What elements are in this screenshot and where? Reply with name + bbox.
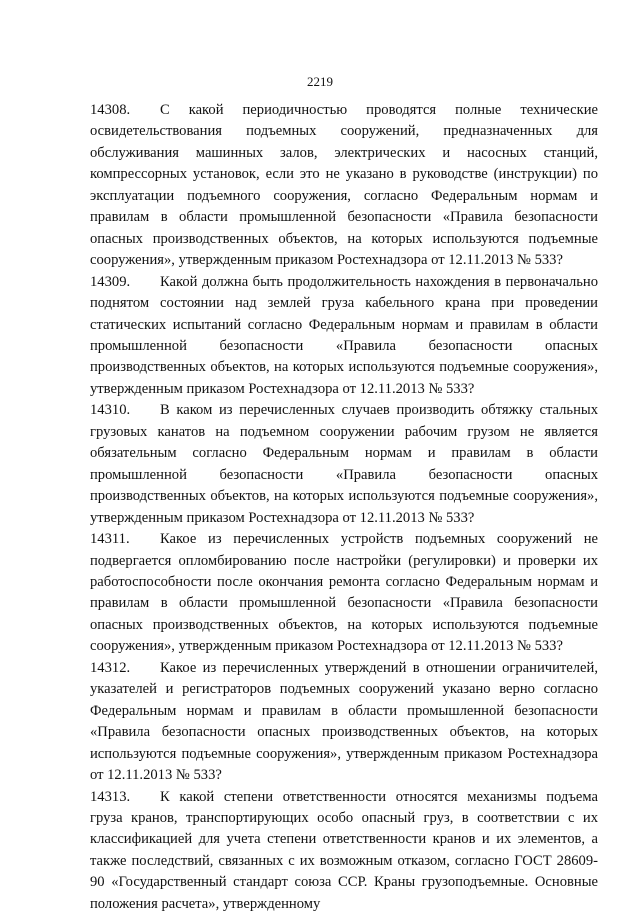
question-text: В каком из перечисленных случаев производить обтяжку стальных грузовых канатов на подъемном сооружении рабочим грузом не является обязательным согласно Федеральным нормам и правилам в области промышленной безопасности «Правила безопасности опасных производственных объектов, на которых используются подъемные сооружения», утвержденным приказом Ростехнадзора от 12.11.2013 № 533? (90, 402, 598, 525)
questions-list (90, 100, 598, 915)
question-item (90, 272, 598, 401)
question-item (90, 529, 598, 658)
question-text: К какой степени ответственности относятся механизмы подъема груза кранов, транспортирующих особо опасный груз, в соответствии с их классификацией для учета степени ответственности кранов и их элементов, а также последствий, связанных с их возможным отказом, согласно ГОСТ 28609-90 «Государственный стандарт союза ССР. Краны грузоподъемные. Основные положения расчета», утвержденному (90, 789, 598, 912)
question-item (90, 658, 598, 787)
question-text: Какое из перечисленных утверждений в отношении ограничителей, указателей и регистраторов подъемных сооружений указано верно согласно Федеральным нормам и правилам в области промышленной безопасности «Правила безопасности опасных производственных объектов, на которых используются подъемные сооружения», утвержденным приказом Ростехнадзора от 12.11.2013 № 533? (90, 660, 598, 783)
question-number: 14309. (90, 272, 160, 293)
question-item (90, 400, 598, 529)
question-number: 14313. (90, 787, 160, 808)
question-text: Какой должна быть продолжительность нахождения в первоначально поднятом состоянии над землей груза кабельного крана при проведении статических испытаний согласно Федеральным нормам и правилам в области промышленной безопасности «Правила безопасности опасных производственных объектов, на которых используются подъемные сооружения», утвержденным приказом Ростехнадзора от 12.11.2013 № 533? (90, 274, 598, 397)
question-number: 14312. (90, 658, 160, 679)
question-number: 14311. (90, 529, 160, 550)
question-text: Какое из перечисленных устройств подъемных сооружений не подвергается опломбированию после настройки (регулировки) и проверки их работоспособности после окончания ремонта согласно Федеральным нормам и правилам в области промышленной безопасности «Правила безопасности опасных производственных объектов, на которых используются подъемные сооружения», утвержденным приказом Ростехнадзора от 12.11.2013 № 533? (90, 531, 598, 654)
question-text: С какой периодичностью проводятся полные технические освидетельствования подъемных сооружений, предназначенных для обслуживания машинных залов, электрических и насосных станций, компрессорных установок, если это не указано в руководстве (инструкции) по эксплуатации подъемного сооружения, согласно Федеральным нормам и правилам в области промышленной безопасности «Правила безопасности опасных производственных объектов, на которых используются подъемные сооружения», утвержденным приказом Ростехнадзора от 12.11.2013 № 533? (90, 102, 598, 268)
question-item (90, 100, 598, 272)
page-number: 2219 (0, 74, 640, 90)
question-number: 14308. (90, 100, 160, 121)
question-number: 14310. (90, 400, 160, 421)
question-item (90, 787, 598, 915)
